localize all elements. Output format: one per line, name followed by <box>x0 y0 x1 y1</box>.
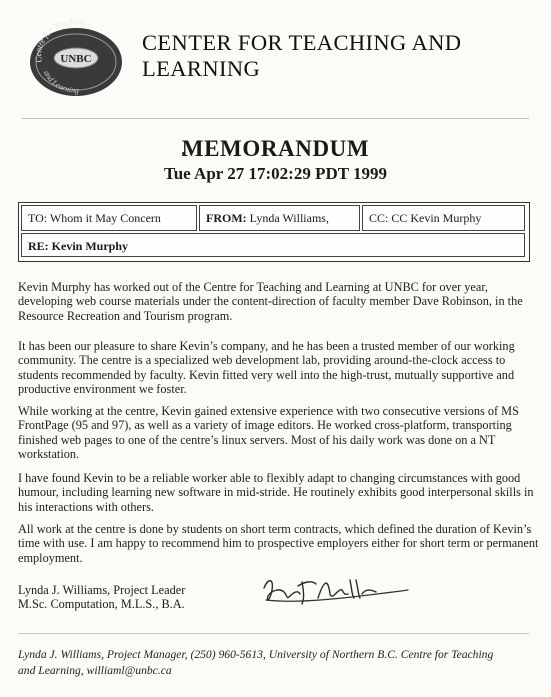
cc-field <box>362 205 525 231</box>
from-label: FROM: <box>206 211 247 225</box>
header-divider <box>22 118 529 119</box>
contact-footer <box>18 647 540 679</box>
body-paragraph-3: While working at the centre, Kevin gained extensive experience with two consecutive versions of MS FrontPage (95 and 97), as well as a variety of image editors. He worked cross-platform, transporting finished web pages to one of the centre’s linux servers. Most of his daily work was done on a NT workstation. <box>18 404 519 462</box>
footer-line-2: and Learning, williaml@unbc.ca <box>18 664 172 677</box>
handwritten-signature <box>258 570 418 610</box>
body-paragraph-1: Kevin Murphy has worked out of the Centre for Teaching and Learning at UNBC for over year, developing web course materials under the content-direction of faculty member Dave Robinson, in the Resource Recreation and Tourism program. <box>18 280 523 323</box>
re-field <box>21 233 525 257</box>
re-label: RE: <box>28 239 49 253</box>
from-field <box>199 205 360 231</box>
logo-text-top: Centre for Teaching <box>33 18 87 64</box>
organization-title <box>142 30 532 82</box>
to-value: Whom it May Concern <box>47 211 161 225</box>
memo-title: MEMORANDUM <box>181 136 370 161</box>
org-title-line-2: LEARNING <box>142 56 261 81</box>
memo-header-row-2 <box>21 233 525 257</box>
memo-header-row-1 <box>21 205 525 231</box>
footer-line-1: Lynda J. Williams, Project Manager, (250) 960-5613, University of Northern B.C. Centre for Teaching <box>18 648 494 661</box>
to-field <box>21 205 197 231</box>
signatory-credentials: M.Sc. Computation, M.L.S., B.A. <box>18 597 185 612</box>
unbc-logo <box>22 18 124 100</box>
body-paragraph-4: I have found Kevin to be a reliable worker able to flexibly adapt to changing circumstances with good humour, including learning new software in mid-stride. He routinely exhibits good interpersonal skills in his interactions with others. <box>18 471 534 514</box>
signatory-name: Lynda J. Williams, Project Leader <box>18 583 186 597</box>
cc-value: CC Kevin Murphy <box>388 211 482 225</box>
to-label: TO: <box>28 211 48 225</box>
from-value: Lynda Williams, <box>246 211 329 225</box>
body-paragraph-2: It has been our pleasure to share Kevin’s company, and he has been a trusted member of our working community. The centre is a specialized web development lab, providing around-the-clock access to students recommended by faculty. Kevin fitted very well into the high-trust, mutually supportive and productive environment we foster. <box>18 339 515 397</box>
logo-text-unbc: UNBC <box>60 53 92 65</box>
memo-header-table <box>18 202 530 262</box>
memo-date: Tue Apr 27 17:02:29 PDT 1999 <box>163 164 388 183</box>
cc-label: CC: <box>369 211 389 225</box>
footer-divider <box>18 633 529 634</box>
logo-text-bottom: and Learning <box>42 69 79 95</box>
re-value: Kevin Murphy <box>48 239 129 253</box>
signature-block <box>18 583 185 612</box>
org-title-line-1: CENTER FOR TEACHING AND <box>142 30 462 55</box>
body-paragraph-5: All work at the centre is done by students on short term contracts, which defined the duration of Kevin’s time with use. I am happy to recommend him to prospective employers either for short term or permanent employment. <box>18 522 539 565</box>
